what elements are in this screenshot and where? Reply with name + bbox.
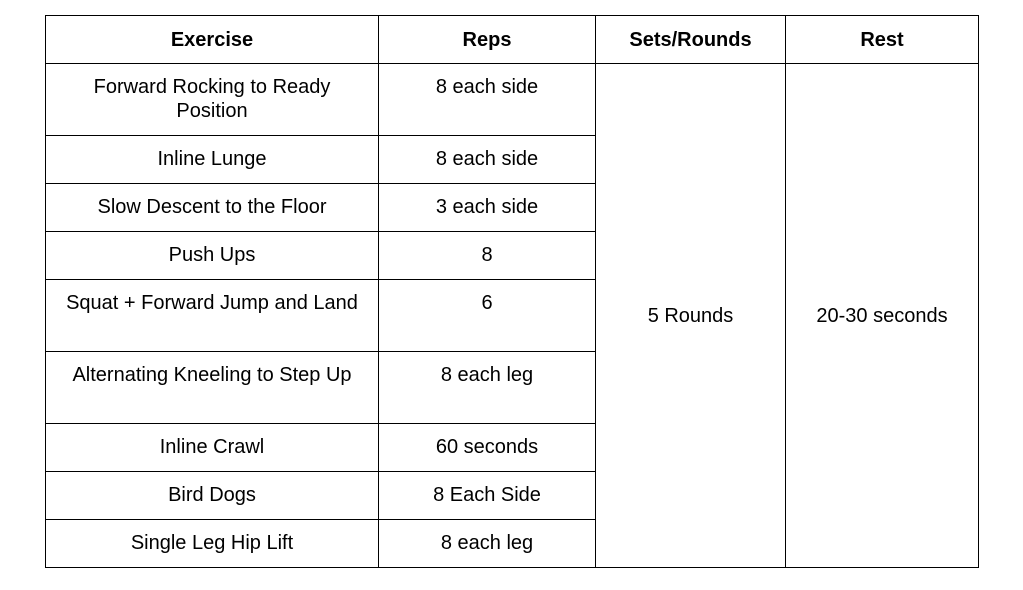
exercise-cell: Inline Crawl xyxy=(46,424,379,472)
exercise-cell: Push Ups xyxy=(46,232,379,280)
exercise-cell: Alternating Kneeling to Step Up xyxy=(46,352,379,424)
exercise-cell: Inline Lunge xyxy=(46,136,379,184)
exercise-cell: Single Leg Hip Lift xyxy=(46,520,379,568)
workout-table xyxy=(45,15,979,568)
reps-cell: 8 Each Side xyxy=(379,472,596,520)
reps-cell: 8 each side xyxy=(379,136,596,184)
reps-cell: 8 each leg xyxy=(379,520,596,568)
reps-cell: 60 seconds xyxy=(379,424,596,472)
sets-rounds-cell: 5 Rounds xyxy=(596,64,786,568)
exercise-cell: Bird Dogs xyxy=(46,472,379,520)
header-exercise: Exercise xyxy=(46,16,379,64)
reps-cell: 6 xyxy=(379,280,596,352)
reps-cell: 8 each side xyxy=(379,64,596,136)
table-row xyxy=(46,64,979,136)
header-sets-rounds: Sets/Rounds xyxy=(596,16,786,64)
exercise-cell: Slow Descent to the Floor xyxy=(46,184,379,232)
header-reps: Reps xyxy=(379,16,596,64)
reps-cell: 3 each side xyxy=(379,184,596,232)
reps-cell: 8 each leg xyxy=(379,352,596,424)
exercise-cell: Squat + Forward Jump and Land xyxy=(46,280,379,352)
header-rest: Rest xyxy=(786,16,979,64)
header-row xyxy=(46,16,979,64)
rest-cell: 20-30 seconds xyxy=(786,64,979,568)
reps-cell: 8 xyxy=(379,232,596,280)
exercise-cell: Forward Rocking to Ready Position xyxy=(46,64,379,136)
